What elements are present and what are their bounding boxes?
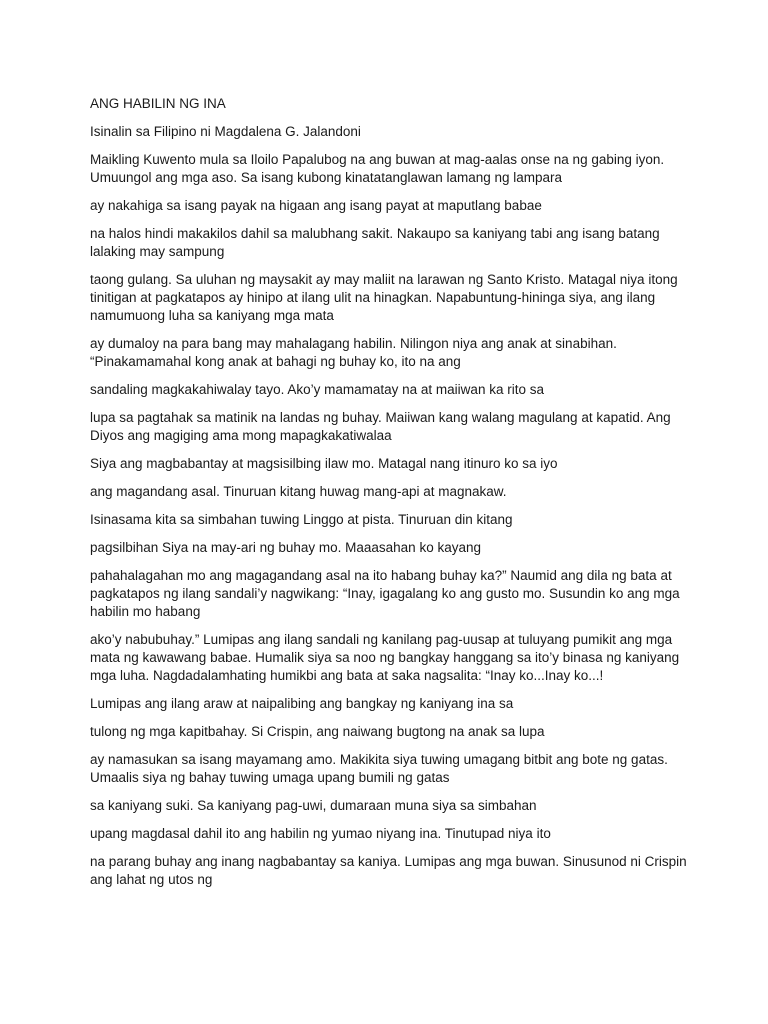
paragraph: ay nakahiga sa isang payak na higaan ang isang payat at maputlang babae [90, 198, 542, 213]
paragraph-list [90, 151, 690, 889]
paragraph: taong gulang. Sa uluhan ng maysakit ay may maliit na larawan ng Santo Kristo. Matagal niya itong tinitigan at pagkatapos ay hinipo at ilang ulit na hinagkan. Napabuntung-hininga siya, ang ilang namumuong luha sa kaniyang mga mata [90, 272, 678, 323]
paragraph: lupa sa pagtahak sa matinik na landas ng buhay. Maiiwan kang walang magulang at kapatid. Ang Diyos ang magiging ama mong mapagkakatiwalaa [90, 410, 671, 443]
paragraph: ako’y nabubuhay.” Lumipas ang ilang sandali ng kanilang pag-uusap at tuluyang pumikit ang mga mata ng kawawang babae. Humalik siya sa noo ng bangkay hanggang sa ito’y binasa ng kaniyang mga luha. Nagdadalamhating humikbi ang bata at saka nagsalita: “Inay ko...Inay ko...! [90, 632, 680, 683]
document-body [90, 95, 690, 899]
paragraph: Siya ang magbabantay at magsisilbing ilaw mo. Matagal nang itinuro ko sa iyo [90, 456, 558, 471]
paragraph: ang magandang asal. Tinuruan kitang huwag mang-api at magnakaw. [90, 484, 507, 499]
paragraph: tulong ng mga kapitbahay. Si Crispin, ang naiwang bugtong na anak sa lupa [90, 724, 545, 739]
document-title: ANG HABILIN NG INA [90, 96, 226, 111]
paragraph: pahahalagahan mo ang magagandang asal na ito habang buhay ka?” Naumid ang dila ng bata at pagkatapos ng ilang sandali’y nagwikang: “Inay, igagalang ko ang gusto mo. Susundin ko ang mga habilin mo habang [90, 568, 680, 619]
paragraph: ay dumaloy na para bang may mahalagang habilin. Nilingon niya ang anak at sinabihan. “Pinakamamahal kong anak at bahagi ng buhay ko, ito na ang [90, 336, 617, 369]
paragraph: upang magdasal dahil ito ang habilin ng yumao niyang ina. Tinutupad niya ito [90, 826, 551, 841]
paragraph: na halos hindi makakilos dahil sa malubhang sakit. Nakaupo sa kaniyang tabi ang isang batang lalaking may sampung [90, 226, 660, 259]
paragraph: pagsilbihan Siya na may-ari ng buhay mo. Maaasahan ko kayang [90, 540, 481, 555]
paragraph: Lumipas ang ilang araw at naipalibing ang bangkay ng kaniyang ina sa [90, 696, 514, 711]
paragraph: ay namasukan sa isang mayamang amo. Makikita siya tuwing umagang bitbit ang bote ng gatas. Umaalis siya ng bahay tuwing umaga upang bumili ng gatas [90, 752, 668, 785]
document-subtitle: Isinalin sa Filipino ni Magdalena G. Jalandoni [90, 124, 361, 139]
paragraph: na parang buhay ang inang nagbabantay sa kaniya. Lumipas ang mga buwan. Sinusunod ni Crispin ang lahat ng utos ng [90, 854, 687, 887]
paragraph: Maikling Kuwento mula sa Iloilo Papalubog na ang buwan at mag-aalas onse na ng gabing iyon. Umuungol ang mga aso. Sa isang kubong kinatatanglawan lamang ng lampara [90, 152, 665, 185]
paragraph: sandaling magkakahiwalay tayo. Ako’y mamamatay na at maiiwan ka rito sa [90, 382, 544, 397]
paragraph: sa kaniyang suki. Sa kaniyang pag-uwi, dumaraan muna siya sa simbahan [90, 798, 537, 813]
paragraph: Isinasama kita sa simbahan tuwing Linggo at pista. Tinuruan din kitang [90, 512, 513, 527]
